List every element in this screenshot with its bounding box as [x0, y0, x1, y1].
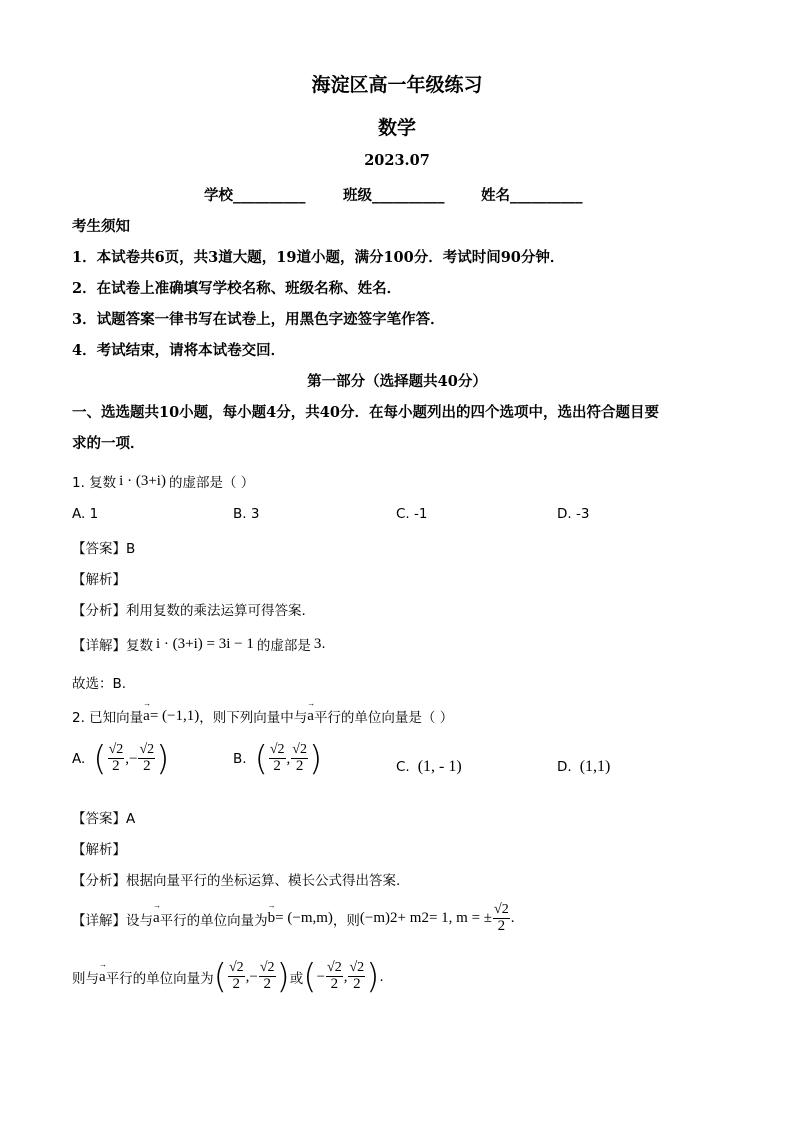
minus-sign: −	[249, 968, 258, 985]
denominator: 2	[497, 917, 506, 934]
fenxi-tag: 【分析】	[72, 603, 126, 619]
right-paren: )	[156, 739, 170, 779]
fenxi-tag: 【分析】	[72, 873, 126, 889]
q2-detail	[72, 903, 514, 934]
vector-a: → a	[153, 910, 160, 927]
q1-prefix: 1. 复数	[72, 475, 117, 491]
vector-a: → a	[99, 969, 106, 986]
final-end: .	[379, 969, 384, 985]
q1-conclusion: 故选：B.	[72, 676, 127, 692]
subject-title: 数学	[377, 117, 416, 139]
minus-sign: −	[316, 968, 326, 985]
detail-term: (−m)	[359, 910, 391, 927]
detail-then: ，则	[332, 912, 360, 929]
exponent: 2	[390, 910, 398, 927]
question-1	[72, 471, 254, 491]
answer-tag: 【答案】	[72, 811, 126, 827]
q2-option-a	[72, 739, 170, 779]
q2-prefix: 2. 已知向量	[72, 710, 144, 726]
detail-mid: 平行的单位向量为	[159, 912, 268, 929]
denominator: 2	[273, 757, 281, 774]
detail-tag: 【详解】	[72, 912, 126, 929]
answer-value: B	[126, 541, 136, 557]
sqrt-two: √ 2	[493, 903, 510, 919]
notice-item: 4．考试结束，请将本试卷交回．	[72, 342, 286, 359]
minus-sign: −	[129, 750, 138, 767]
denominator: 2	[330, 975, 339, 992]
answer-value: A	[126, 811, 136, 827]
q2-fenxi	[72, 869, 400, 889]
q1-fenxi	[72, 599, 306, 619]
detail-dot: .	[510, 910, 515, 927]
option-label: A.	[72, 751, 86, 767]
detail-prefix: 复数	[126, 638, 153, 654]
left-paren: (	[213, 957, 227, 997]
q1-analysis-tag: 【解析】	[72, 572, 126, 588]
q2-option-c	[396, 758, 462, 776]
notice-item: 1．本试卷共6页，共3道大题，19道小题，满分100分．考试时间90分钟．	[72, 249, 565, 266]
fraction	[138, 743, 155, 774]
comma: ,	[286, 750, 291, 767]
comma: ,	[125, 750, 129, 767]
detail-equation: = 1, m = ±	[428, 910, 493, 927]
left-paren: (	[303, 957, 317, 997]
comma: ,	[245, 968, 250, 985]
vector-a: → a	[307, 708, 314, 725]
comma: ,	[343, 968, 348, 985]
denominator: 2	[232, 975, 241, 992]
sqrt-two: √ 2	[348, 961, 365, 977]
vector-b-value: = (−m,m)	[275, 910, 333, 927]
q2-final	[72, 957, 384, 997]
final-pre: 则与	[72, 971, 99, 987]
sqrt-two: √ 2	[259, 961, 276, 977]
q2-analysis-tag: 【解析】	[72, 842, 126, 858]
q2-suffix: 平行的单位向量是（ ）	[313, 710, 454, 726]
fraction	[269, 743, 286, 774]
detail-pre: 设与	[126, 912, 153, 929]
option-label: D.	[557, 759, 572, 775]
right-paren: )	[308, 739, 323, 779]
option-label: B.	[233, 751, 247, 767]
sqrt-two: √ 2	[326, 961, 343, 977]
detail-suffix: 的虚部是	[256, 638, 311, 654]
left-paren: (	[254, 739, 268, 779]
q1-detail	[72, 634, 326, 654]
exam-date: 2023.07	[364, 152, 430, 169]
final-or: 或	[289, 971, 304, 987]
notice-item: 2．在试卷上准确填写学校名称、班级名称、姓名．	[72, 280, 402, 297]
denominator: 2	[143, 757, 151, 774]
fraction	[108, 743, 125, 774]
fenxi-text: 利用复数的乘法运算可得答案.	[126, 603, 306, 619]
notice-heading: 考生须知	[72, 218, 130, 235]
sqrt-two: √ 2	[138, 743, 155, 759]
exam-title: 海淀区高一年级练习	[311, 74, 483, 96]
fraction	[493, 903, 510, 934]
vector-a: → a	[143, 708, 150, 725]
denominator: 2	[295, 757, 304, 774]
fraction	[259, 961, 276, 992]
detail-term: + m	[397, 910, 422, 927]
answer-tag: 【答案】	[72, 541, 126, 557]
q1-suffix: 的虚部是（ ）	[168, 475, 255, 491]
sqrt-two: √ 2	[291, 743, 308, 759]
denominator: 2	[112, 757, 120, 774]
exponent: 2	[421, 910, 429, 927]
q2-option-b	[233, 739, 323, 779]
option-label: C.	[396, 759, 410, 775]
q2-option-d	[557, 758, 610, 776]
section-instruction-cont: 求的一项．	[72, 435, 145, 452]
sqrt-two: √ 2	[228, 961, 245, 977]
q1-option-a: A. 1	[72, 506, 99, 522]
right-paren: )	[276, 957, 290, 997]
q2-vector-value: = (−1,1)	[149, 707, 200, 724]
q1-option-c: C. -1	[396, 506, 428, 522]
name-field: 姓名__________	[481, 187, 583, 204]
sqrt-two: √ 2	[108, 743, 125, 759]
class-field: 班级__________	[343, 187, 445, 204]
q1-option-d: D. -3	[557, 506, 590, 522]
school-field: 学校__________	[204, 187, 306, 204]
denominator: 2	[263, 975, 271, 992]
detail-value: 3	[313, 635, 322, 652]
question-2	[72, 706, 453, 726]
q1-option-b: B. 3	[233, 506, 260, 522]
final-mid: 平行的单位向量为	[105, 971, 214, 987]
q1-answer	[72, 537, 135, 557]
q2-mid: ，则下列向量中与	[199, 710, 308, 726]
detail-end: .	[321, 636, 326, 652]
sqrt-two: √ 2	[269, 743, 286, 759]
fenxi-text: 根据向量平行的坐标运算、模长公式得出答案.	[126, 873, 401, 889]
fraction	[326, 961, 343, 992]
notice-item: 3．试题答案一律书写在试卷上，用黑色字迹签字笔作答．	[72, 311, 445, 328]
detail-expression: i · (3+i) = 3i − 1	[156, 635, 254, 652]
q2-answer	[72, 807, 135, 827]
fraction	[291, 743, 308, 774]
denominator: 2	[353, 975, 361, 992]
section-instruction: 一、选选题共10小题，每小题4分，共40分．在每小题列出的四个选项中，选出符合题目要	[72, 404, 659, 421]
right-paren: )	[366, 957, 380, 997]
part1-title: 第一部分（选择题共40分）	[307, 373, 487, 390]
option-value: (1,1)	[579, 758, 611, 775]
fraction	[228, 961, 245, 992]
option-value: (1, - 1)	[417, 758, 462, 775]
left-paren: (	[93, 739, 107, 779]
vector-b: → b	[268, 910, 276, 927]
detail-tag: 【详解】	[72, 638, 126, 654]
fraction	[348, 961, 365, 992]
q1-expression: i · (3+i)	[119, 472, 166, 489]
